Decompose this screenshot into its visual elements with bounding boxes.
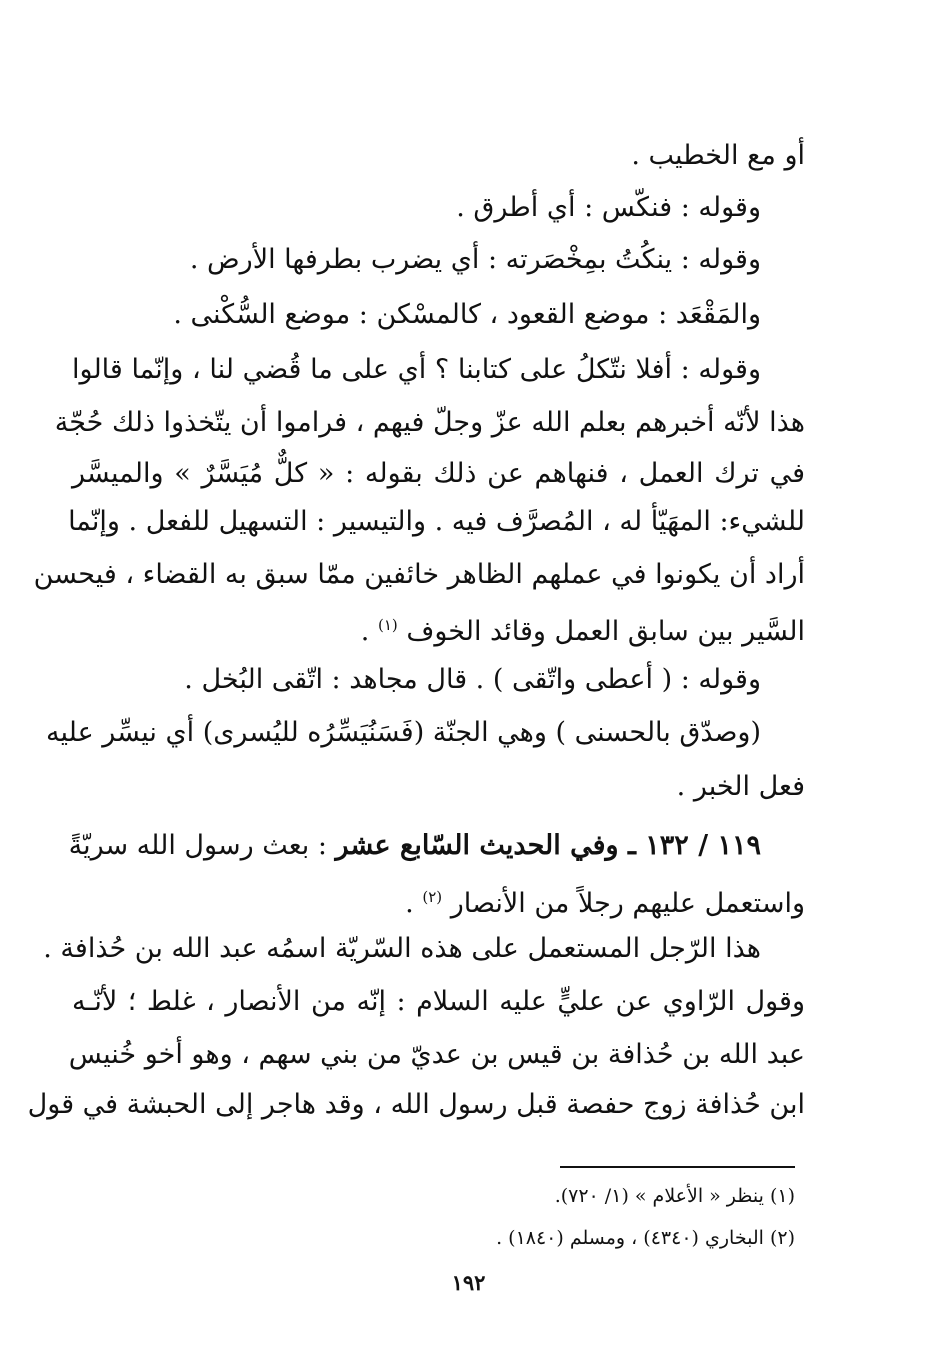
footnote-2: (٢) البخاري (٤٣٤٠) ، ومسلم (١٨٤٠) . — [496, 1227, 795, 1249]
text-line-3: وقوله : ينكُتُ بمِخْصَرته : أي يضرب بطرفها الأرض . — [189, 244, 761, 275]
hadith-heading-line — [68, 826, 761, 866]
text-line-16: هذا الرّجل المستعمل على هذه السّريّة اسمُه عبد الله بن حُذافة . — [43, 933, 761, 964]
text-line-4: والمَقْعَد : موضع القعود ، كالمسْكن : موضع السُّكْنى . — [173, 299, 761, 330]
hadith-heading-rest: : بعث رسول الله سريّةً — [68, 830, 327, 861]
text-line-5: وقوله : أفلا نتّكلُ على كتابنا ؟ أي على ما قُضي لنا ، وإنّما قالوا — [72, 354, 761, 385]
text-line-10 — [361, 605, 805, 652]
text-line-18: عبد الله بن حُذافة بن قيس بن عديّ من بني سهم ، وهو أخو خُنيس — [68, 1039, 805, 1070]
line-10-period: . — [360, 616, 370, 647]
text-line-2: وقوله : فنكّس : أي أطرق . — [456, 192, 761, 223]
text-line-11: وقوله : ( أعطى واتّقى ) . قال مجاهد : اتّقى البُخل . — [184, 664, 761, 695]
hadith-heading: ١١٩ / ١٣٢ ـ وفي الحديث السّابع عشر — [335, 830, 761, 861]
text-line-6: هذا لأنّه أخبرهم بعلم الله عزّ وجلّ فيهم ، فراموا أن يتّخذوا ذلك حُجّة — [54, 407, 805, 438]
footnote-separator — [560, 1166, 795, 1168]
footnote-ref-2: (٢) — [422, 888, 443, 906]
text-line-1: أو مع الخطيب . — [631, 140, 805, 171]
text-line-17: وقول الرّاوي عن عليٍّ عليه السلام : إنّه من الأنصار ، غلط ؛ لأنّـه — [72, 986, 805, 1017]
text-line-12: (وصدّق بالحسنى ) وهي الجنّة (فَسَنُيَسِّرُه لليُسرى) أي نيسِّر عليه — [46, 717, 761, 748]
text-line-15 — [405, 877, 805, 924]
footnote-1: (١) ينظر « الأعلام » (١/ ٧٢٠). — [554, 1185, 795, 1207]
text-line-19: ابن حُذافة زوج حفصة قبل رسول الله ، وقد هاجر إلى الحبشة في قول — [27, 1089, 805, 1120]
line-10-text: السَّير بين سابق العمل وقائد الخوف — [406, 616, 805, 647]
text-line-13: فعل الخبر . — [676, 771, 805, 802]
line-15-period: . — [405, 888, 414, 919]
line-15-text: واستعمل عليهم رجلاً من الأنصار — [450, 888, 805, 919]
text-line-7: في ترك العمل ، فنهاهم عن ذلك بقوله : « كلٌّ مُيَسَّرٌ » والميسَّر — [72, 458, 805, 489]
text-line-8: للشيء: المهَيّأ له ، المُصرَّف فيه . والتيسير : التسهيل للفعل . وإنّما — [68, 506, 805, 537]
footnote-ref-1: (١) — [377, 616, 398, 634]
page-number: ١٩٢ — [451, 1270, 486, 1295]
text-line-9: أراد أن يكونوا في عملهم الظاهر خائفين ممّا سبق به القضاء ، فيحسن — [33, 559, 805, 590]
